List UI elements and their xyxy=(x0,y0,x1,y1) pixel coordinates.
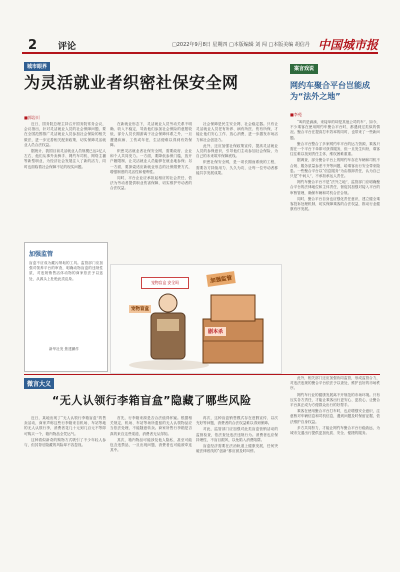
cartoon-sign-2: 剧本杀 xyxy=(205,327,226,336)
cartoon-bubble: 宠物盲盒 安全吗 xyxy=(141,277,189,289)
bottom-column-b xyxy=(110,416,192,566)
paragraph: 网约车行业的健康发展离不开规范的市场环境。只有压实各方责任，才能让乘客出行更安心、更放心，让聚合平台真正成为方便群众出行的好帮手。 xyxy=(290,392,380,408)
sidebar-box xyxy=(24,242,108,372)
lead-column-a xyxy=(24,122,106,234)
sidebar-box-title: 加强监管 xyxy=(29,251,54,258)
paragraph: 同时，平台企业应承担起相应的社会责任，依法为劳动者提供职业伤害保障，切实维护劳动者的合法权益。 xyxy=(110,176,192,191)
paragraph: 乘客在使用聚合平台打车时，也应增强安全意识，注意核对车辆信息和司机信息，遇到问题及时保留证据，依法维护自身权益。 xyxy=(290,409,380,424)
paragraph: 据调查，部分聚合平台上的网约车存在车辆和司机不合规、服务质量参差不齐等问题，给乘客出行安全带来隐患。一些聚合平台以“信息服务”为由推卸责任，认为自己只是“中间人”，不承担承运人责任。 xyxy=(290,158,380,179)
sidebar-box-author: 新华社发 焦建鹏作 xyxy=(49,347,79,351)
right-author: ■李苑 xyxy=(290,112,302,117)
cartoon-illustration xyxy=(110,264,282,374)
paragraph: 首先，行李箱来源是否合法值得怀疑。根据相关规定，机场、车站等场所遗留的无人认领物品应当依法处理，不能随意转卖。商家所售行李箱是否真的来自这些渠道，消费者无从得知。 xyxy=(110,416,192,436)
date-line: □2022年9月8日 星期四 □本版编辑 刘 闯 □本版美编 胡信丹 xyxy=(172,42,310,48)
sidebar-box-text: 盲盒不应成为藏污纳垢的工具。监管部门应加强对领养平台的审查，明确动物盲盒的违规性质，对违规销售活体动物的商家依法予以惩处，从源头上杜绝此类乱象。 xyxy=(29,261,103,281)
section-divider xyxy=(24,374,380,375)
paragraph: 织密社保安全网，是一项长期而系统的工程，需要各方持续用力、久久为功，让每一位劳动者都能共享发展成果。 xyxy=(196,160,278,175)
paragraph: 对此，监管部门应加强对此类盲盒营销活动的监督检查，依法查处违法违规行为。消费者也应保持理性，不盲目跟风，以免陷入消费陷阱。 xyxy=(196,427,278,442)
bottom-headline: “无人认领行李箱盲盒”隐藏了哪些风险 xyxy=(52,394,252,407)
paragraph: 这种看似新奇的购物方式吸引了不少年轻人参与，但其背后隐藏的风险却不容忽视。 xyxy=(24,437,106,448)
section-title: 评论 xyxy=(58,42,77,52)
bottom-column-c xyxy=(196,416,278,566)
lead-tag: 城市眼界 xyxy=(24,62,50,71)
paragraph: 近日，某地出现了“无人认领行李箱盲盒”的售卖活动，商家声称这些行李箱来自机场、车站等地的无人认领行李，消费者花几十元到几百元不等即可购买一个，箱内物品全凭运气。 xyxy=(24,416,106,436)
right-tag: 案言戏说 xyxy=(290,64,318,74)
paragraph: 近日，国务院总理主持召开国务院常务会议，会议指出，针对灵活就业人员的社会保障问题，要在全国范围推广灵活就业人员参加社会保险的相关做法，进一步完善相关配套政策，切实保障灵活就业人员合法权益。 xyxy=(24,122,106,147)
paragraph: 多方共同努力，才能让网约车聚合平台行稳致远，为城市交通出行提供更加优质、安全、便捷的服务。 xyxy=(290,425,380,436)
cartoon-drawing xyxy=(111,265,281,373)
paragraph: 在新就业形态下，灵活就业人员劳动关系不明确、收入不稳定，导致他们参加社会保险的意愿较低，部分人员长期游离于社会保障体系之外，一旦遭遇疾病、工伤或年老，生活便难以得到有效保障。 xyxy=(110,122,192,147)
bottom-tag: 微言大义 xyxy=(24,378,54,389)
paragraph: “叫的是滴滴，来接单的却是其他公司的车”，如今，不少乘客在使用网约车聚合平台时，都遇到过类似的情况。聚合平台在提高打车效率的同时，也带来了一些新问题。 xyxy=(290,120,380,140)
bottom-column-a xyxy=(24,416,106,566)
paragraph: 网约车聚合平台不是“法外之地”，监管部门应明确聚合平台的法律地位和主体责任，督促其加强对接入平台的审核管理，确保车辆和司机合法合规。 xyxy=(290,180,380,195)
brand-logo: 中国城市报 xyxy=(317,38,378,52)
paragraph: 同时，聚合平台自身也应强化责任意识，建立健全乘客投诉处理机制，切实保障乘客的合法权益，推动行业健康有序发展。 xyxy=(290,196,380,212)
lead-column-c xyxy=(196,122,278,262)
paragraph: 社会保障是民生安全网、社会稳定器。只有让灵活就业人员老有所养、病有所医、伤有所保，才能让他们安心工作、放心消费，进一步激发市场活力和社会创造力。 xyxy=(196,122,278,142)
right-article-continued xyxy=(290,376,380,566)
lead-byline: ■郭岩川 xyxy=(24,115,40,120)
paragraph: 织密灵活就业者社保安全网，需要政府、企业和个人共同发力。一方面，要降低参保门槛，放开户籍限制，让灵活就业人员能够在就业地参保；另一方面，要探索适应新就业形态的社保缴费方式，增强制度的灵活性和便利性。 xyxy=(110,149,192,174)
paragraph: 此外，相关部门还应加强协同监管，形成监管合力，对违法违规的聚合平台依法予以查处，维护良好的市场秩序。 xyxy=(290,376,380,391)
paragraph: 此外，还应加强社保政策宣传，提高灵活就业人员的参保意识，引导他们主动参加社会保险，为自己的未来筑牢保障底线。 xyxy=(196,143,278,159)
lead-headline: 为灵活就业者织密社保安全网 xyxy=(24,73,239,92)
right-article-text xyxy=(290,120,380,370)
page-number: 2 xyxy=(28,38,38,53)
cartoon-sign-1: 宠物盲盒 xyxy=(131,307,149,312)
right-headline: 网约车聚合平台岂能成为“法外之地” xyxy=(290,81,370,101)
paragraph: 据统计，我国目前灵活就业人员规模已达2亿人左右，他们从事外卖骑手、网约车司机、网络主播等新型职业，为经济社会发展注入了新的活力，同时也面临着社会保障不足的现实问题。 xyxy=(24,149,106,169)
paragraph: 其次，箱内物品可能涉及他人隐私，甚至可能包含违禁品，一旦出现问题，消费者也可能被牵连其中。 xyxy=(110,437,192,453)
paragraph: 聚合平台整合了多家网约车平台的运力资源，乘客只需在一个平台下单即可获得服务，但一旦发生纠纷，乘客往往难以找到责任主体，维权困难重重。 xyxy=(290,141,380,157)
paragraph: 再次，这种盲盒销售模式存在虚假宣传、以次充好等问题，消费者的合法权益难以得到保障。 xyxy=(196,416,278,426)
paragraph: 盲盒经济需要在法治轨道上健康发展，任何突破法律底线的“创新”都应被及时叫停。 xyxy=(196,444,278,454)
cartoon-title: 加强监管 xyxy=(206,271,235,287)
masthead xyxy=(22,38,378,54)
lead-column-b xyxy=(110,122,192,262)
